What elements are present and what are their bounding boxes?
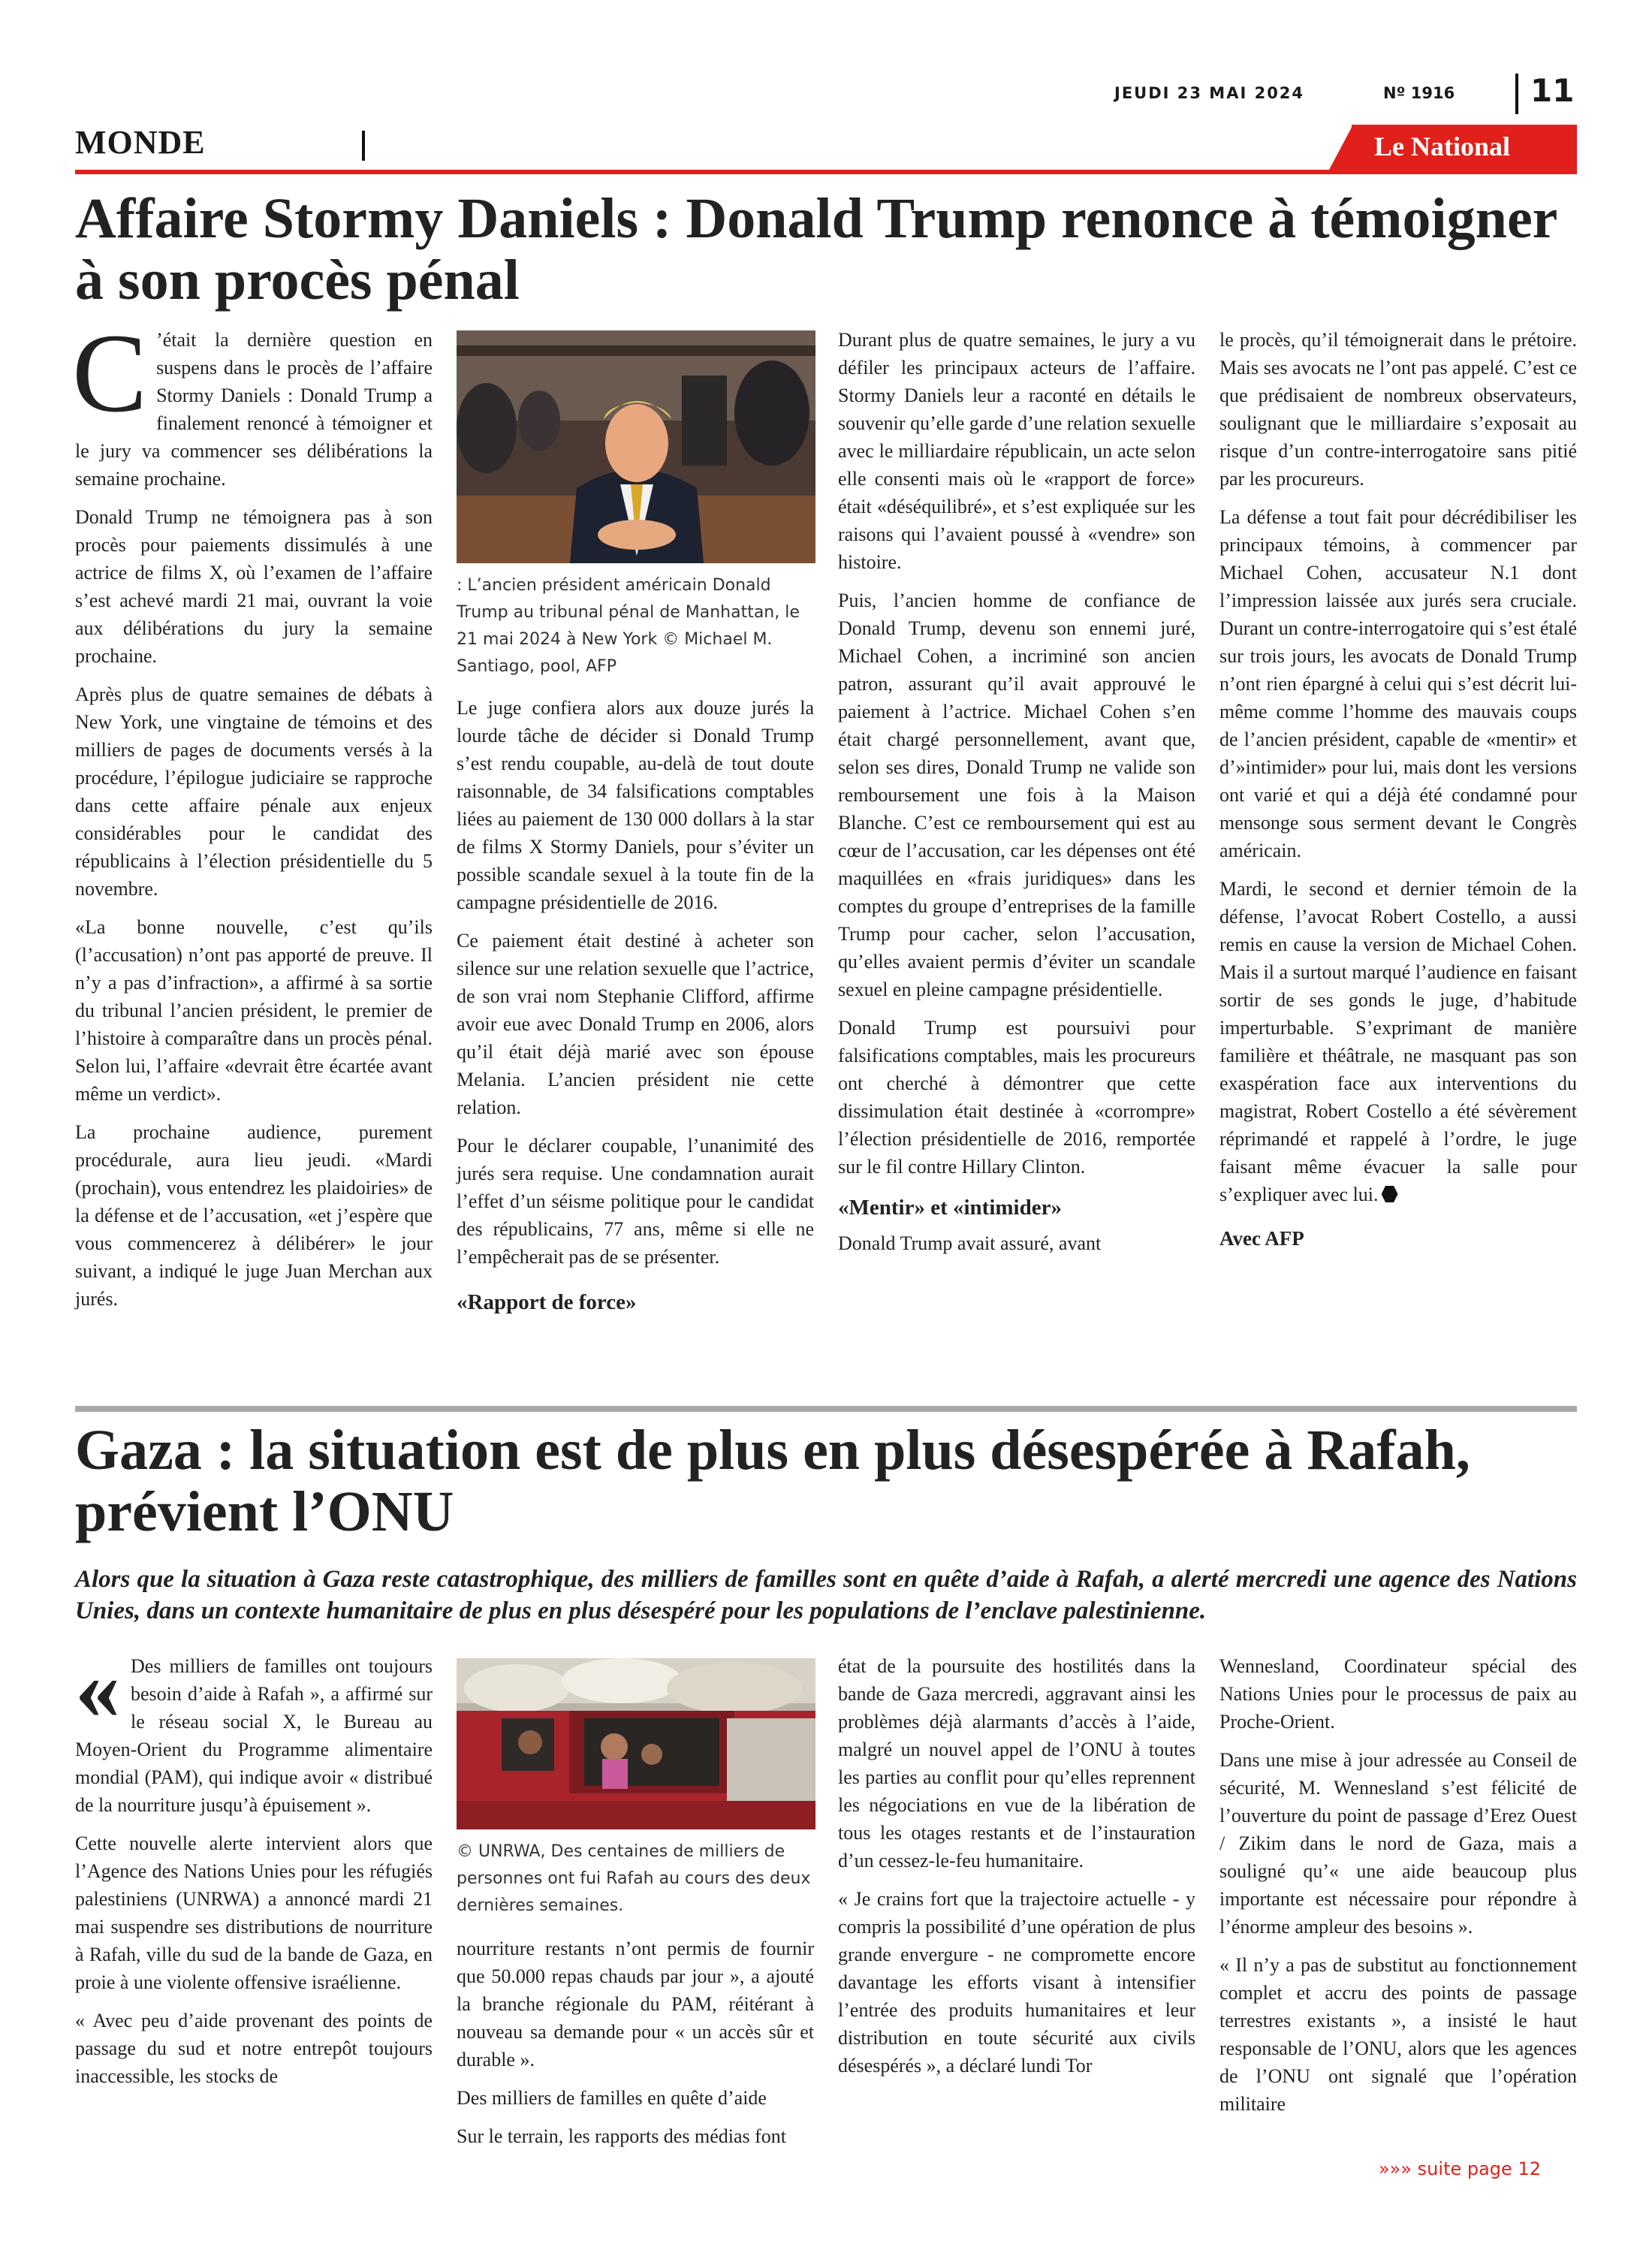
article1-column-2 <box>457 694 814 1324</box>
article1-paragraph: Puis, l’ancien homme de confiance de Donald Trump, devenu son ennemi juré, Michael Cohen, a incriminé son ancien patron, assurant qu’il avait approuvé le paiement à l’actrice. Michael Cohen s’en était chargé personnellement, avant que, selon ses dires, Donald Trump ne valide son remboursement une fois à la Maison Blanche. C’est ce remboursement qui est au cœur de l’accusation, car les dépenses ont été maquillées en «frais juridiques» dans les comptes du groupe d’entreprises de la famille Trump pour cacher, selon l’accusation, qu’elles avaient permis d’éviter un scandale sexuel en pleine campagne présidentielle. <box>838 590 1195 1000</box>
trump-courtroom-photo <box>457 330 815 563</box>
article1-text: ’était la dernière question en suspens dans le procès de l’affaire Stormy Daniels : Donald Trump a finalement renoncé à témoigner et le jury va commencer ses délibérations la semaine prochaine. <box>75 329 433 490</box>
article2-paragraph: Wennesland, Coordinateur spécial des Nations Unies pour le processus de paix au Proche-Orient. <box>1219 1655 1577 1733</box>
header-divider <box>1515 74 1518 114</box>
article1-paragraph: Donald Trump avait assuré, avant <box>838 1232 1102 1254</box>
header-rule <box>75 170 1577 174</box>
article1-paragraph: Après plus de quatre semaines de débats à New York, une vingtaine de témoins et des milliers de pages de documents versés à la procédure, l’épilogue judiciaire se rapproche dans cette affaire pénale aux enjeux considérables pour le candidat des républicains à l’élection présidentielle du 5 novembre. <box>75 683 433 900</box>
article1-paragraph: La défense a tout fait pour décrédibiliser les principaux témoins, à commencer par Michael Cohen, accusateur N.1 dont l’impression laissée aux jurés sera cruciale. Durant un contre-interrogatoire qui s’est étalé sur trois jours, les avocats de Donald Trump n’ont rien épargné à celui qui s’est décrit lui-même comme l’homme des mauvais coups de l’ancien président, capable de «mentir» et d’»intimider» pour lui, mais dont les versions ont varié et qui a déjà été condamné pour mensonge sous serment devant le Congrès américain. <box>1219 506 1577 861</box>
article2-column-2 <box>457 1935 814 2161</box>
article1-paragraph: le procès, qu’il témoignerait dans le prétoire. Mais ses avocats ne l’ont pas appelé. C’est ce que prédisaient de nombreux observateurs, soulignant que le milliardaire s’exposait au risque d’un contre-interrogatoire sans pitié par les procureurs. <box>1219 329 1577 490</box>
rafah-truck-photo <box>457 1658 815 1829</box>
article1-paragraph: Pour le déclarer coupable, l’unanimité des jurés sera requise. Une condamnation aurait l’effet d’un séisme politique pour le candidat des républicains, 77 ans, même si elle ne l’empêcherait pas de se présenter. <box>457 1135 814 1268</box>
brand-name: Le National <box>1374 131 1511 161</box>
article1-column-4 <box>1219 326 1577 1260</box>
article1-subhead-rapport: «Rapport de force» <box>457 1290 637 1314</box>
article1-paragraph <box>1219 875 1577 1208</box>
page-number: 11 <box>1530 72 1575 109</box>
article1-paragraph <box>72 311 433 493</box>
article2-photo-caption: © UNRWA, Des centaines de milliers de personnes ont fui Rafah au cours des deux dernières semaines. <box>457 1842 811 1915</box>
article1-title: Affaire Stormy Daniels : Donald Trump renonce à témoigner à son procès pénal <box>75 187 1557 312</box>
article-separator <box>75 1406 1577 1412</box>
article2-paragraph: « Avec peu d’aide provenant des points de passage du sud et notre entrepôt toujours inaccessible, les stocks de <box>75 2010 433 2087</box>
article-end-mark <box>1382 1186 1398 1202</box>
article2-lead: Alors que la situation à Gaza reste catastrophique, des milliers de familles sont en quête d’aide à Rafah, a alerté mercredi une agence des Nations Unies, dans un contexte humanitaire de plus en plus désespéré pour les populations de l’enclave palestinienne. <box>75 1566 1577 1624</box>
article1-photo-caption: : L’ancien président américain Donald Trump au tribunal pénal de Manhattan, le 21 mai 2024 à New York © Michael M. Santiago, pool, AFP <box>457 576 800 676</box>
quote-mark: « <box>75 1638 120 1738</box>
article2-paragraph: « Il n’y a pas de substitut au fonctionnement complet et accru des points de passage terrestres existants », a insisté le haut responsable de l’ONU, alors que les agences de l’ONU ont signalé que l’opération militaire <box>1219 1954 1577 2115</box>
article2-subhead: Des milliers de familles en quête d’aide <box>457 2087 767 2109</box>
article1-byline: Avec AFP <box>1219 1227 1304 1250</box>
article2-paragraph: nourriture restants n’ont permis de fournir que 50.000 repas chauds par jour », a ajouté la branche régionale du PAM, réitérant à nouveau sa demande pour « un accès sûr et durable ». <box>457 1938 814 2071</box>
article2-paragraph: Cette nouvelle alerte intervient alors que l’Agence des Nations Unies pour les réfugiés palestiniens (UNRWA) a annoncé mardi 21 mai suspendre ses distributions de nourriture à Rafah, ville du sud de la bande de Gaza, en proie à une violente offensive israélienne. <box>75 1832 433 1993</box>
article1-text: Mardi, le second et dernier témoin de la défense, l’avocat Robert Costello, a aussi remis en cause la version de Michael Cohen. Mais il a surtout marqué l’audience en faisant sortir de ses gonds le juge, d’habitude imperturbable. S’exprimant de manière familière et théâtrale, ne masquant pas son exaspération face aux interventions du magistrat, Robert Costello a été sévèrement réprimandé et rappelé à l’ordre, le juge faisant même évacuer la salle pour s’expliquer avec lui. <box>1219 878 1577 1205</box>
article1-paragraph: Donald Trump ne témoignera pas à son procès pour paiements dissimulés à une actrice de films X, où l’examen de l’affaire s’est achevé mardi 21 mai, ouvrant la voie aux délibérations du jury la semaine prochaine. <box>75 506 433 667</box>
section-label: MONDE <box>75 124 206 161</box>
article1-paragraph: Donald Trump est poursuivi pour falsifications comptables, mais les procureurs ont cherché à démontrer que cette dissimulation était destinée à «corrompre» l’élection présidentielle de 2016, remportée sur le fil contre Hillary Clinton. <box>838 1017 1195 1178</box>
article2-title: Gaza : la situation est de plus en plus désespérée à Rafah, prévient l’ONU <box>75 1419 1470 1543</box>
article1-paragraph: Le juge confiera alors aux douze jurés la lourde tâche de décider si Donald Trump s’est rendu coupable, au-delà de tout doute raisonnable, de 34 falsifications comptables liées au paiement de 130 000 dollars à la star de films X Stormy Daniels, pour s’éviter un possible scandale sexuel à la toute fin de la campagne présidentielle de 2016. <box>457 697 814 913</box>
article2-paragraph: Dans une mise à jour adressée au Conseil de sécurité, M. Wennesland s’est félicité de l’ouverture du point de passage d’Erez Ouest / Zikim dans le nord de Gaza, mais a souligné qu’« une aide beaucoup plus importante est nécessaire pour répondre à l’énorme ampleur des besoins ». <box>1219 1749 1577 1938</box>
issue-number: Nº 1916 <box>1383 84 1455 102</box>
article2-paragraph: Sur le terrain, les rapports des médias font <box>457 2125 786 2147</box>
article2-column-3 <box>838 1652 1195 2090</box>
continued-link[interactable]: »»» suite page 12 <box>1379 2158 1541 2179</box>
article2-text: Des milliers de familles ont toujours besoin d’aide à Rafah », a affirmé sur le réseau social X, le Bureau au Moyen-Orient du Programme alimentaire mondial (PAM), qui indique avoir « distribué de la nourriture jusqu’à épuisement ». <box>75 1655 433 1816</box>
article2-paragraph <box>75 1638 433 1819</box>
article2-column-4 <box>1219 1652 1577 2128</box>
article1-column-1 <box>72 311 433 1323</box>
issue-date: JEUDI 23 MAI 2024 <box>1114 84 1305 102</box>
article1-subhead-mentir: «Mentir» et «intimider» <box>838 1196 1062 1220</box>
drop-cap: C <box>72 311 148 436</box>
article2-paragraph: « Je crains fort que la trajectoire actuelle - y compris la possibilité d’une opération de plus grande envergure - ne compromette encore davantage les efforts visant à intensifier l’entrée des produits humanitaires et leur distribution en toute sécurité aux civils désespérés », a déclaré lundi Tor <box>838 1888 1195 2077</box>
section-divider <box>362 131 365 161</box>
article2-paragraph: état de la poursuite des hostilités dans la bande de Gaza mercredi, aggravant ainsi les problèmes déjà alarmants d’accès à l’aide, malgré un nouvel appel de l’ONU à toutes les parties au conflit pour qu’elles reprennent les négociations en vue de la libération de tous les otages restants et de l’instauration d’un cessez-le-feu humanitaire. <box>838 1655 1195 1871</box>
article1-column-3 <box>838 326 1195 1268</box>
article1-paragraph: «La bonne nouvelle, c’est qu’ils (l’accusation) n’ont pas apporté de preuve. Il n’y a pas d’infraction», a affirmé à sa sortie du tribunal l’ancien président, le premier de l’histoire à comparaître dans un procès pénal. Selon lui, l’affaire «devrait être écartée avant même un verdict». <box>75 916 433 1105</box>
article1-paragraph: Durant plus de quatre semaines, le jury a vu défiler les principaux acteurs de l’affaire. Stormy Daniels leur a raconté en détails le souvenir qu’elle garde d’une relation sexuelle avec le milliardaire républicain, un acte selon elle consenti mais où le «rapport de force» était «déséquilibré», et s’est expliquée sur les raisons qui l’avaient poussé à «vendre» son histoire. <box>838 329 1195 573</box>
article1-paragraph: Ce paiement était destiné à acheter son silence sur une relation sexuelle que l’actrice, de son vrai nom Stephanie Clifford, affirme avoir eue avec Donald Trump en 2006, alors qu’il était déjà marié avec son épouse Melania. L’ancien président nie cette relation. <box>457 930 814 1118</box>
article1-paragraph: La prochaine audience, purement procédurale, aura lieu jeudi. «Mardi (prochain), vous entendrez les plaidoiries» de la défense et de l’accusation, «et j’espère que vous commencerez à délibérer» le jour suivant, a indiqué le juge Juan Merchan aux jurés. <box>75 1121 433 1310</box>
article2-column-1 <box>75 1638 433 2101</box>
